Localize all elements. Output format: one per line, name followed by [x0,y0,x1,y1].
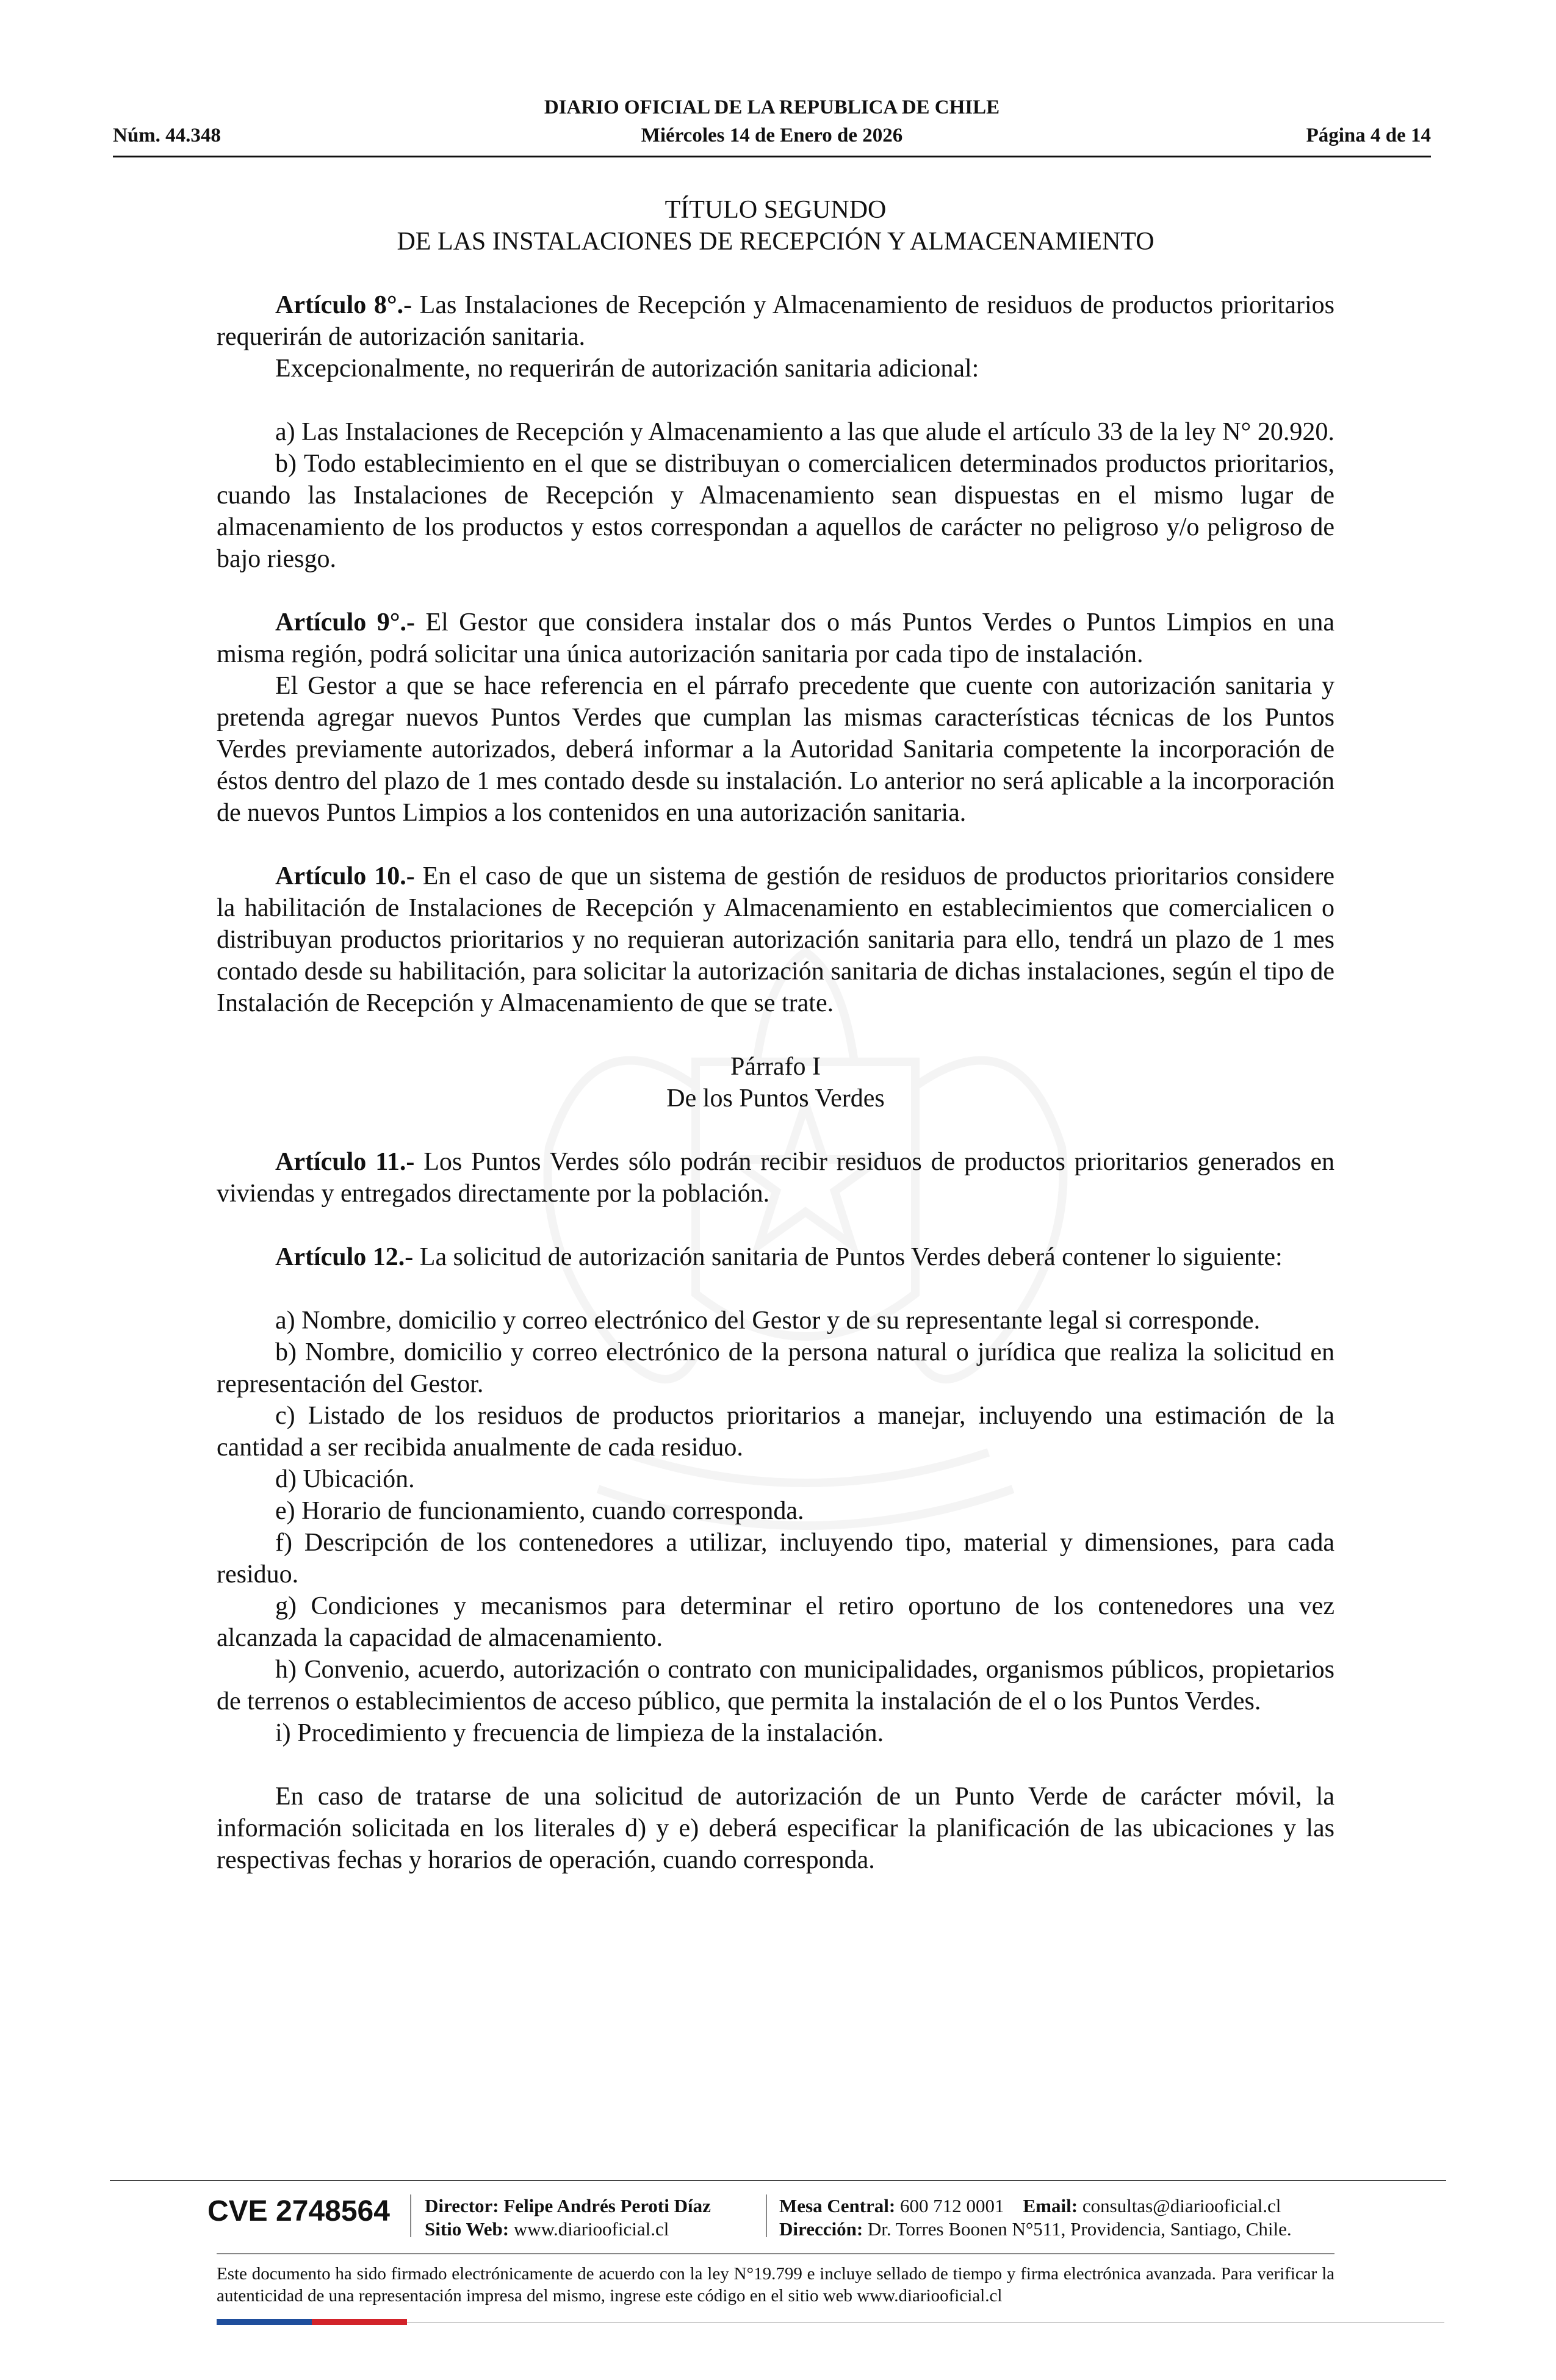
list-item: h) Convenio, acuerdo, autorización o contrato con municipalidades, organismos públicos, propietarios de terrenos o establecimientos de acceso público, que permita la instalación de el o los Puntos Verdes. [217,1656,1334,1715]
article-11-heading: Artículo 11.- [275,1148,415,1176]
email-link[interactable]: consultas@diariooficial.cl [1082,2195,1281,2216]
article-8-heading: Artículo 8°.- [275,291,412,319]
list-item: g) Condiciones y mecanismos para determinar el retiro oportuno de los contenedores una vez alcanzada la capacidad de almacenamiento. [217,1592,1334,1652]
journal-title: DIARIO OFICIAL DE LA REPUBLICA DE CHILE [544,96,1000,118]
footer-contact-block: Mesa Central: 600 712 0001 Email: consultas@diariooficial.cl Dirección: Dr. Torres Boonen N°511, Providencia, Santiago, Chile. [779,2195,1292,2240]
footer-divider [110,2180,1446,2181]
article-8-item-a: a) Las Instalaciones de Recepción y Almacenamiento a las que alude el artículo 33 de la ley N° 20.920. [275,418,1334,446]
section-title: De los Puntos Verdes [666,1084,885,1112]
article-8-item-b: b) Todo establecimiento en el que se distribuyan o comercialicen determinados productos prioritarios, cuando las Instalaciones de Recepción y Almacenamiento sean dispuestas en el mismo lugar de almacenamiento de los productos y estos correspondan a aquellos de carácter no peligroso y/o peligroso de bajo riesgo. [217,450,1334,573]
footer-director-block: Director: Felipe Andrés Peroti Díaz Sitio Web: www.diariooficial.cl [425,2195,711,2240]
article-8-exception: Excepcionalmente, no requerirán de autorización sanitaria adicional: [275,355,979,383]
flag-blue-band [217,2319,312,2325]
flag-stripe [217,2319,407,2325]
document-body [217,194,1334,1876]
flag-red-band [312,2319,407,2325]
footer-separator [766,2194,767,2237]
article-12-paragraph: Artículo 12.- La solicitud de autorización sanitaria de Puntos Verdes deberá contener lo siguiente: [275,1243,1283,1271]
director-name: Felipe Andrés Peroti Díaz [503,2195,711,2216]
footer-inner-divider [217,2253,1334,2254]
article-12-closing: En caso de tratarse de una solicitud de autorización de un Punto Verde de carácter móvil, la información solicitada en los literales d) y e) deberá especificar la planificación de las ubicaciones y las respectivas fechas y horarios de operación, cuando corresponda. [217,1783,1334,1874]
list-item: a) Nombre, domicilio y correo electrónico del Gestor y de su representante legal si corresponde. [275,1307,1261,1335]
footer-separator [410,2194,411,2237]
article-9-heading: Artículo 9°.- [275,608,416,636]
list-item: d) Ubicación. [275,1465,415,1493]
article-8-paragraph: Artículo 8°.- Las Instalaciones de Recepción y Almacenamiento de residuos de productos prioritarios requerirán de autorización sanitaria. [217,291,1334,351]
article-10-paragraph: Artículo 10.- En el caso de que un sistema de gestión de residuos de productos prioritarios considere la habilitación de Instalaciones de Recepción y Almacenamiento en establecimientos que comercialicen o distribuyan productos prioritarios y no requieran autorización sanitaria para ello, tendrá un plazo de 1 mes contado desde su habilitación, para solicitar la autorización sanitaria de dichas instalaciones, según el tipo de Instalación de Recepción y Almacenamiento de que se trate. [217,862,1334,1017]
article-9-paragraph-2: El Gestor a que se hace referencia en el párrafo precedente que cuente con autorización sanitaria y pretenda agregar nuevos Puntos Verdes que cumplan las mismas características técnicas de los Puntos Verdes previamente autorizados, deberá informar a la Autoridad Sanitaria competente la incorporación de éstos dentro del plazo de 1 mes contado desde su instalación. Lo anterior no será aplicable a la incorporación de nuevos Puntos Limpios a los contenidos en una autorización sanitaria. [217,672,1334,827]
section-label: Párrafo I [730,1053,821,1081]
article-12-heading: Artículo 12.- [275,1243,414,1271]
phone-number: 600 712 0001 [900,2195,1004,2216]
article-11-paragraph: Artículo 11.- Los Puntos Verdes sólo podrán recibir residuos de productos prioritarios generados en viviendas y entregados directamente por la población. [217,1148,1335,1208]
header-divider [113,156,1431,157]
footer-bottom-line [407,2322,1444,2323]
legal-notice: Este documento ha sido firmado electrónicamente de acuerdo con la ley N°19.799 e incluye sellado de tiempo y firma electrónica avanzada. Para verificar la autenticidad de una representación impresa del mismo, ingrese este código en el sitio web www.diariooficial.cl [217,2264,1334,2306]
page-number: Página 4 de 14 [1306,124,1431,146]
website-link[interactable]: www.diariooficial.cl [513,2218,669,2240]
issue-number: Núm. 44.348 [113,124,221,146]
cve-code: CVE 2748564 [207,2195,390,2227]
list-item: f) Descripción de los contenedores a utilizar, incluyendo tipo, material y dimensiones, para cada residuo. [217,1529,1334,1588]
list-item: i) Procedimiento y frecuencia de limpieza de la instalación. [275,1719,884,1747]
address: Dr. Torres Boonen N°511, Providencia, Santiago, Chile. [867,2218,1292,2240]
title-line-2: DE LAS INSTALACIONES DE RECEPCIÓN Y ALMACENAMIENTO [397,228,1154,256]
issue-date: Miércoles 14 de Enero de 2026 [641,124,903,146]
list-item: c) Listado de los residuos de productos prioritarios a manejar, incluyendo una estimación de la cantidad a ser recibida anualmente de cada residuo. [217,1402,1334,1462]
article-10-heading: Artículo 10.- [275,862,415,890]
list-item: b) Nombre, domicilio y correo electrónico de la persona natural o jurídica que realiza la solicitud en representación del Gestor. [217,1338,1334,1398]
page-header [113,96,1431,153]
article-9-paragraph-1: Artículo 9°.- El Gestor que considera instalar dos o más Puntos Verdes o Puntos Limpios en una misma región, podrá solicitar una única autorización sanitaria por cada tipo de instalación. [217,608,1334,668]
title-line-1: TÍTULO SEGUNDO [665,196,887,224]
list-item: e) Horario de funcionamiento, cuando corresponda. [275,1497,804,1525]
